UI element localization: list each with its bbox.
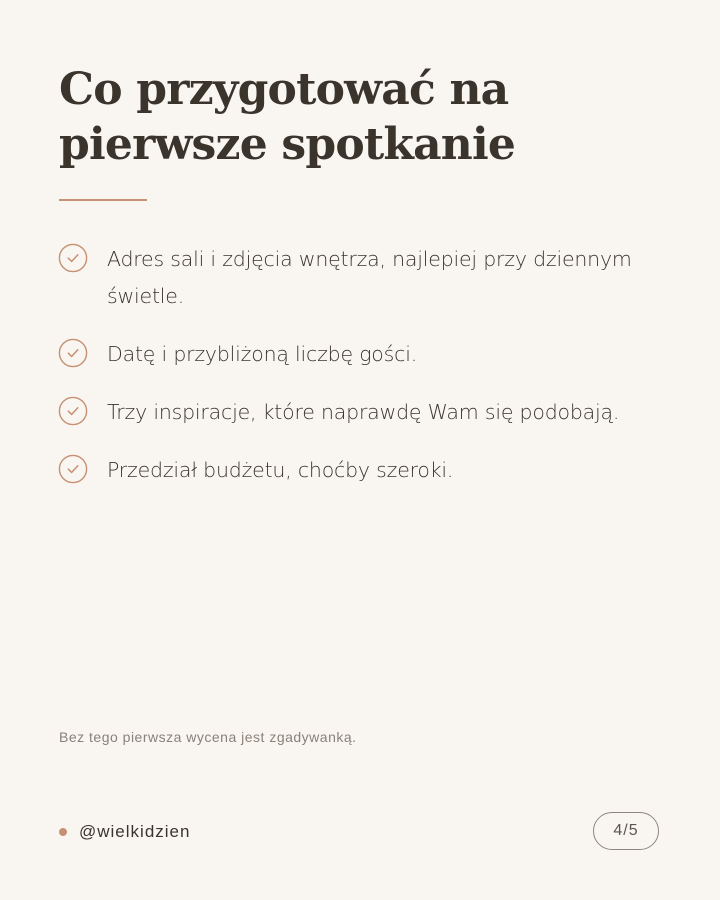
check-circle-icon bbox=[58, 396, 88, 426]
page-title bbox=[59, 62, 679, 172]
checklist-item-text: Trzy inspiracje, które naprawdę Wam się podobają. bbox=[107, 400, 620, 424]
check-circle-icon bbox=[58, 243, 88, 273]
checklist bbox=[58, 241, 668, 510]
checklist-item-text: Datę i przybliżoną liczbę gości. bbox=[107, 342, 418, 366]
footnote: Bez tego pierwsza wycena jest zgadywanką. bbox=[59, 729, 357, 745]
title-accent-divider bbox=[59, 199, 147, 201]
checklist-item-text: Przedział budżetu, choćby szeroki. bbox=[107, 458, 454, 482]
check-circle-icon bbox=[58, 338, 88, 368]
checklist-item-address bbox=[58, 241, 668, 315]
checklist-item-date bbox=[58, 336, 668, 373]
check-circle-icon bbox=[58, 454, 88, 484]
page-counter-badge: 4/5 bbox=[593, 812, 659, 850]
checklist-item-inspirations bbox=[58, 394, 668, 431]
title-line-2: pierwsze spotkanie bbox=[59, 119, 516, 170]
account-handle[interactable]: @wielkidzien bbox=[79, 822, 191, 841]
title-line-1: Co przygotować na bbox=[59, 64, 509, 115]
checklist-item-budget bbox=[58, 452, 668, 489]
checklist-item-text: Adres sali i zdjęcia wnętrza, najlepiej przy dziennym świetle. bbox=[107, 247, 632, 308]
footer-accent-dot bbox=[59, 828, 67, 836]
